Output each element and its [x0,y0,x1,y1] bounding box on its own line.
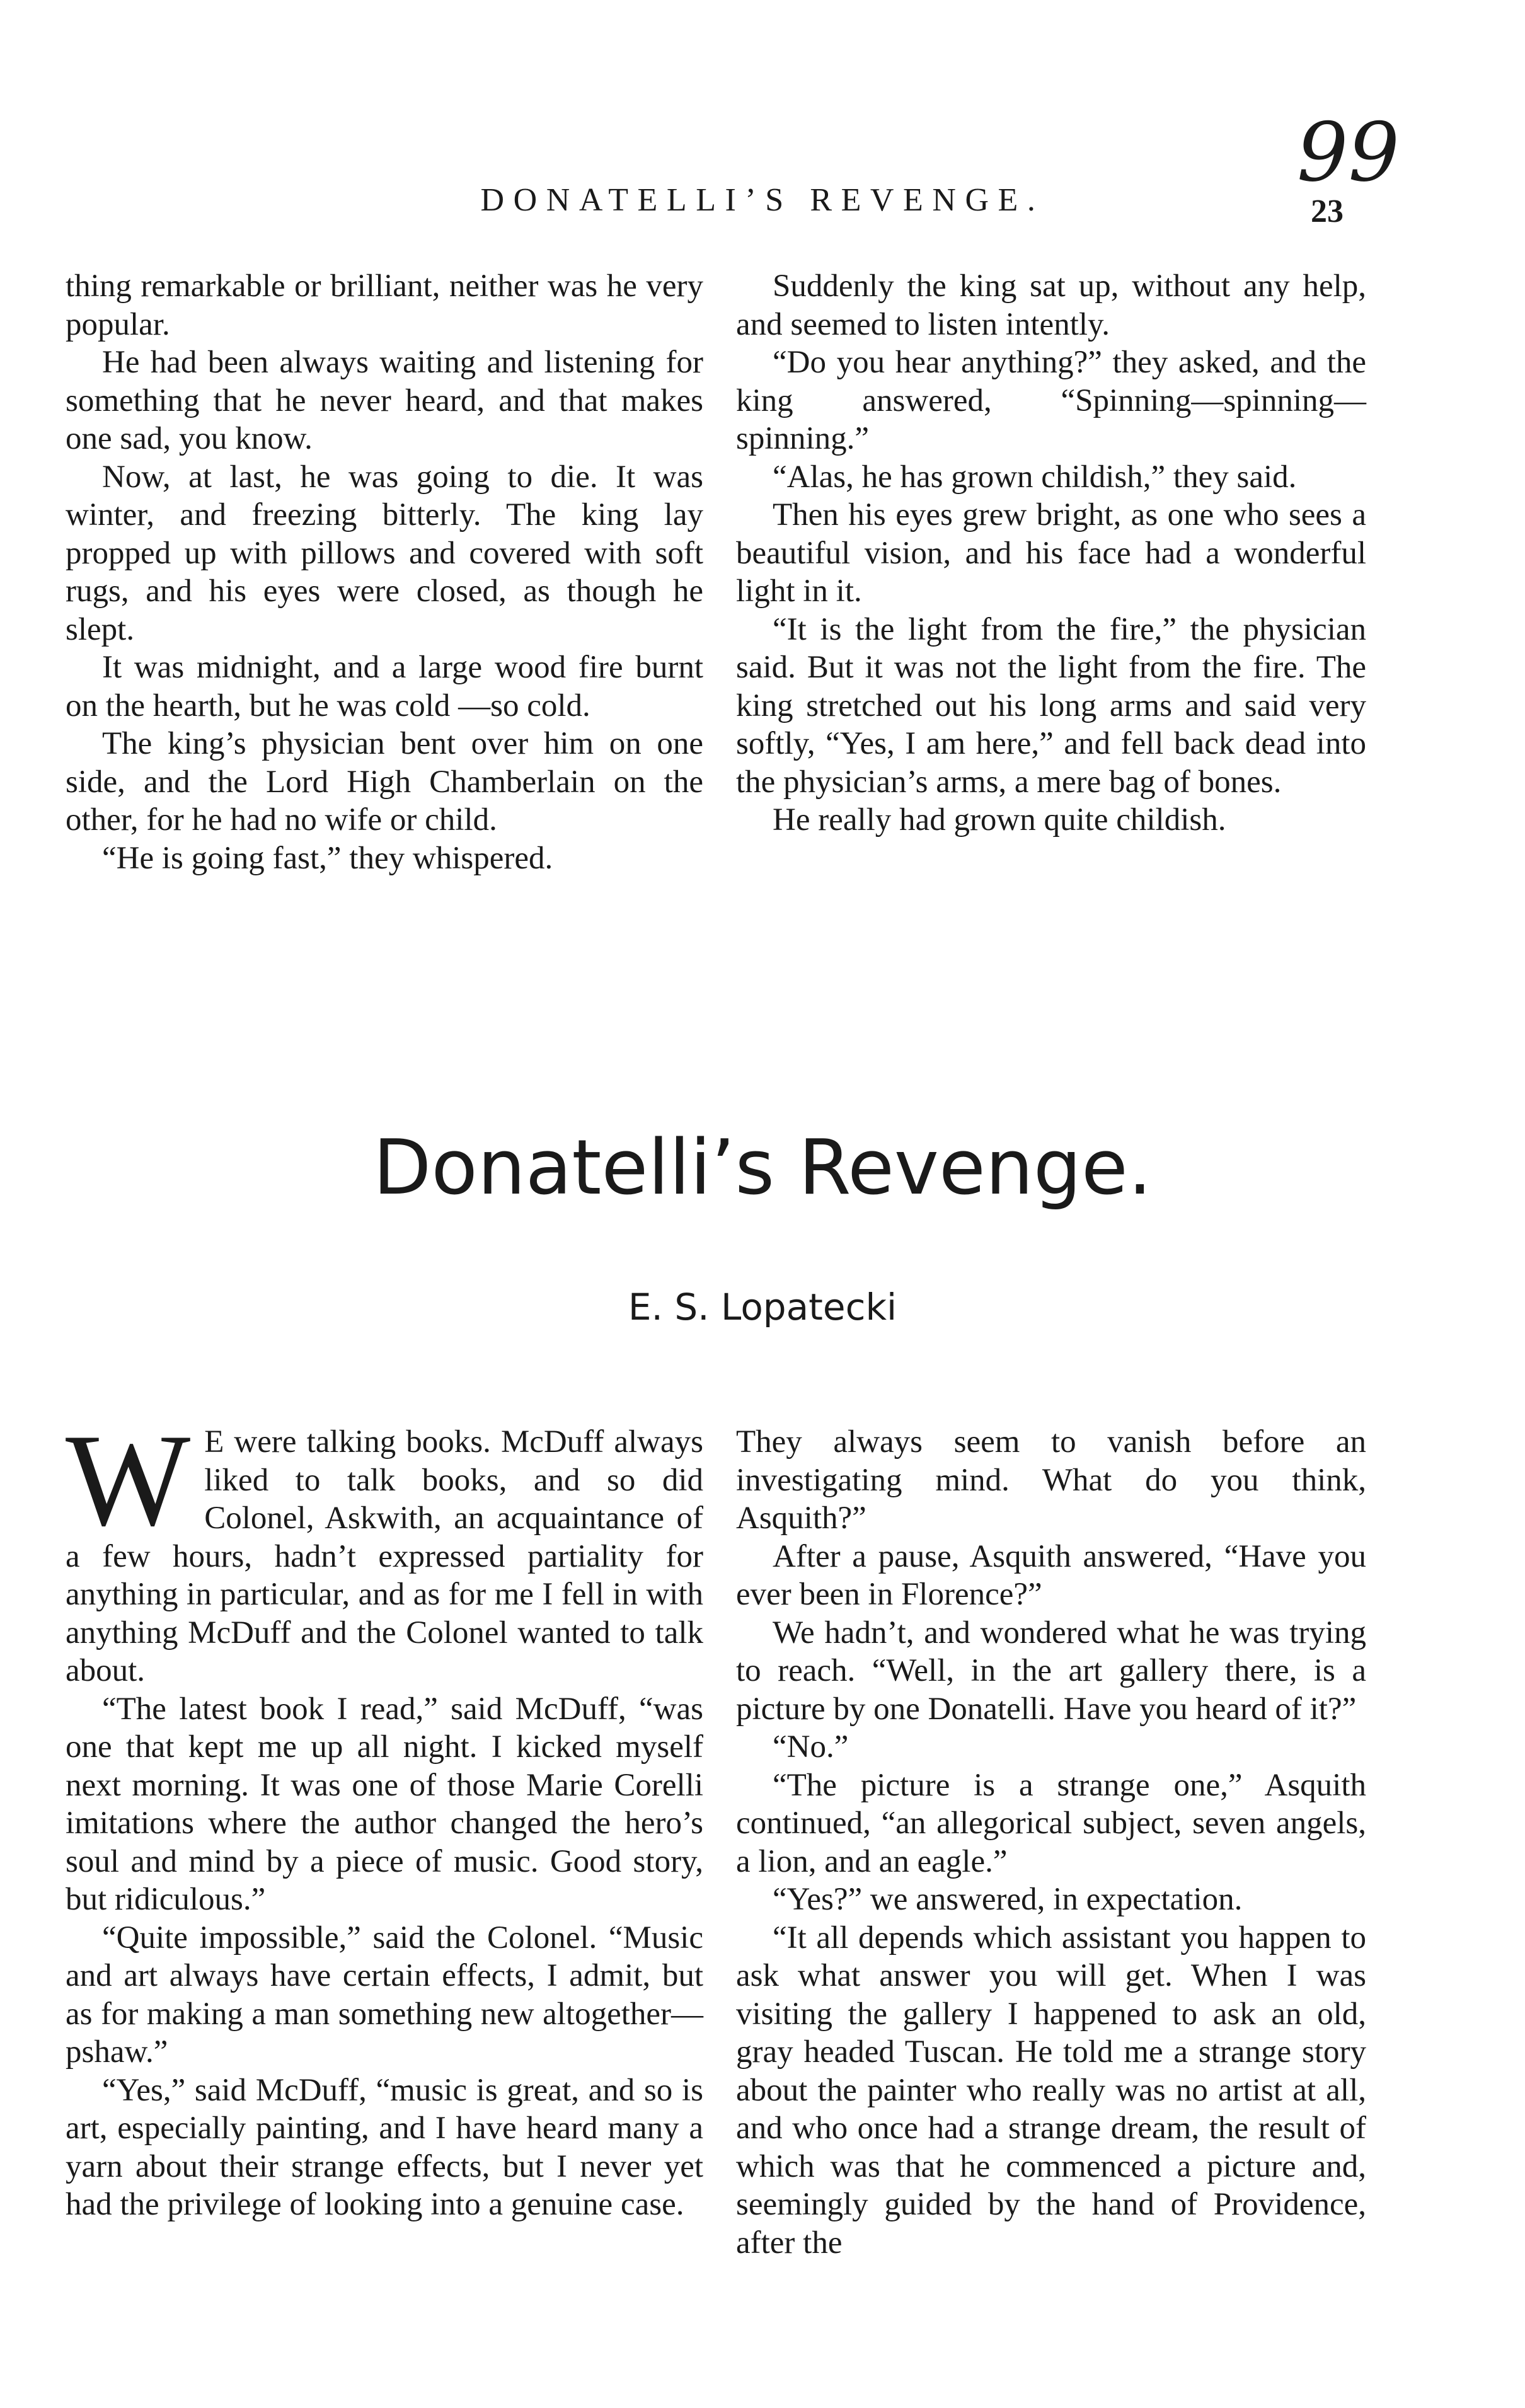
paragraph: After a pause, Asquith answered, “Have you ever been in Florence?” [736,1538,1366,1612]
paragraph: Then his eyes grew bright, as one who sees a beautiful vision, and his face had a wonderful light in it. [736,497,1366,609]
paragraph: “It all depends which assistant you happen to ask what answer you will get. When I was visiting the gallery I happened to ask an old, gray headed Tuscan. He told me a strange story about the painter who really was no artist at all, and who once had a strange dream, the result of which was that he commenced a picture and, seemingly guided by the hand of Providence, after the [736,1920,1366,2261]
paragraph: “Quite impossible,” said the Colonel. “Music and art always have certain effects, I admit, but as for making a man something new altogether—pshaw.” [66,1920,703,2070]
paragraph: We hadn’t, and wondered what he was trying to reach. “Well, in the art gallery there, is a picture by one Donatelli. Have you heard of it?” [736,1615,1366,1727]
paragraph: “Do you hear anything?” they asked, and the king answered, “Spinning—spinning—spinning.” [736,345,1366,456]
top-right-column [736,267,1366,839]
opening-paragraph-text: E were talking books. McDuff always liked to talk books, and so did Colonel, Askwith, an acquaintance of a few hours, hadn’t expressed partiality for anything in particular, and as for me I fell in with anything McDuff and the Colonel wanted to talk about. [66,1424,703,1688]
article-left-column [66,1407,703,2224]
drop-cap: W [66,1407,191,1553]
paragraph: The king’s physician bent over him on one side, and the Lord High Chamberlain on the other, for he had no wife or child. [66,726,703,838]
paragraph: “The picture is a strange one,” Asquith continued, “an allegorical subject, seven angels, a lion, and an eagle.” [736,1767,1366,1879]
byline: E. S. Lopatecki [628,1286,897,1328]
paragraph: He had been always waiting and listening for something that he never heard, and that makes one sad, you know. [66,345,703,456]
paragraph: “Yes?” we answered, in expectation. [773,1882,1243,1917]
paragraph: “No.” [773,1729,849,1765]
handwritten-folio-number: 99 [1297,106,1400,200]
paragraph: thing remarkable or brilliant, neither was he very popular. [66,268,703,342]
paragraph: They always seem to vanish before an investigating mind. What do you think, Asquith?” [736,1424,1366,1536]
paragraph: Now, at last, he was going to die. It was winter, and freezing bitterly. The king lay propped up with pillows and covered with soft rugs, and his eyes were closed, as though he slept. [66,459,703,647]
paragraph: Suddenly the king sat up, without any help, and seemed to listen intently. [736,268,1366,342]
paragraph: It was midnight, and a large wood fire burnt on the hearth, but he was cold —so cold. [66,650,703,723]
opening-paragraph [66,1407,703,1690]
running-head: DONATELLI’S REVENGE. [480,182,1045,218]
article-right-column [736,1423,1366,2262]
paragraph: “Yes,” said McDuff, “music is great, and so is art, especially painting, and I have heard many a yarn about their strange effects, but I never yet had the privilege of looking into a genuine case. [66,2072,703,2222]
paragraph: “The latest book I read,” said McDuff, “was one that kept me up all night. I kicked myself next morning. It was one of those Marie Corelli imitations where the author changed the hero’s soul and mind by a piece of music. Good story, but ridiculous.” [66,1691,703,1917]
paragraph: “Alas, he has grown childish,” they said. [773,459,1297,495]
paragraph: “He is going fast,” they whispered. [102,840,553,876]
page-number: 23 [1311,193,1344,229]
paragraph: He really had grown quite childish. [773,802,1226,838]
paragraph: “It is the light from the fire,” the physician said. But it was not the light from the fire. The king stretched out his long arms and said very softly, “Yes, I am here,” and fell back dead into the physician’s arms, a mere bag of bones. [736,611,1366,800]
top-left-column [66,267,703,877]
article-title: Donatelli’s Revenge. [373,1124,1152,1212]
